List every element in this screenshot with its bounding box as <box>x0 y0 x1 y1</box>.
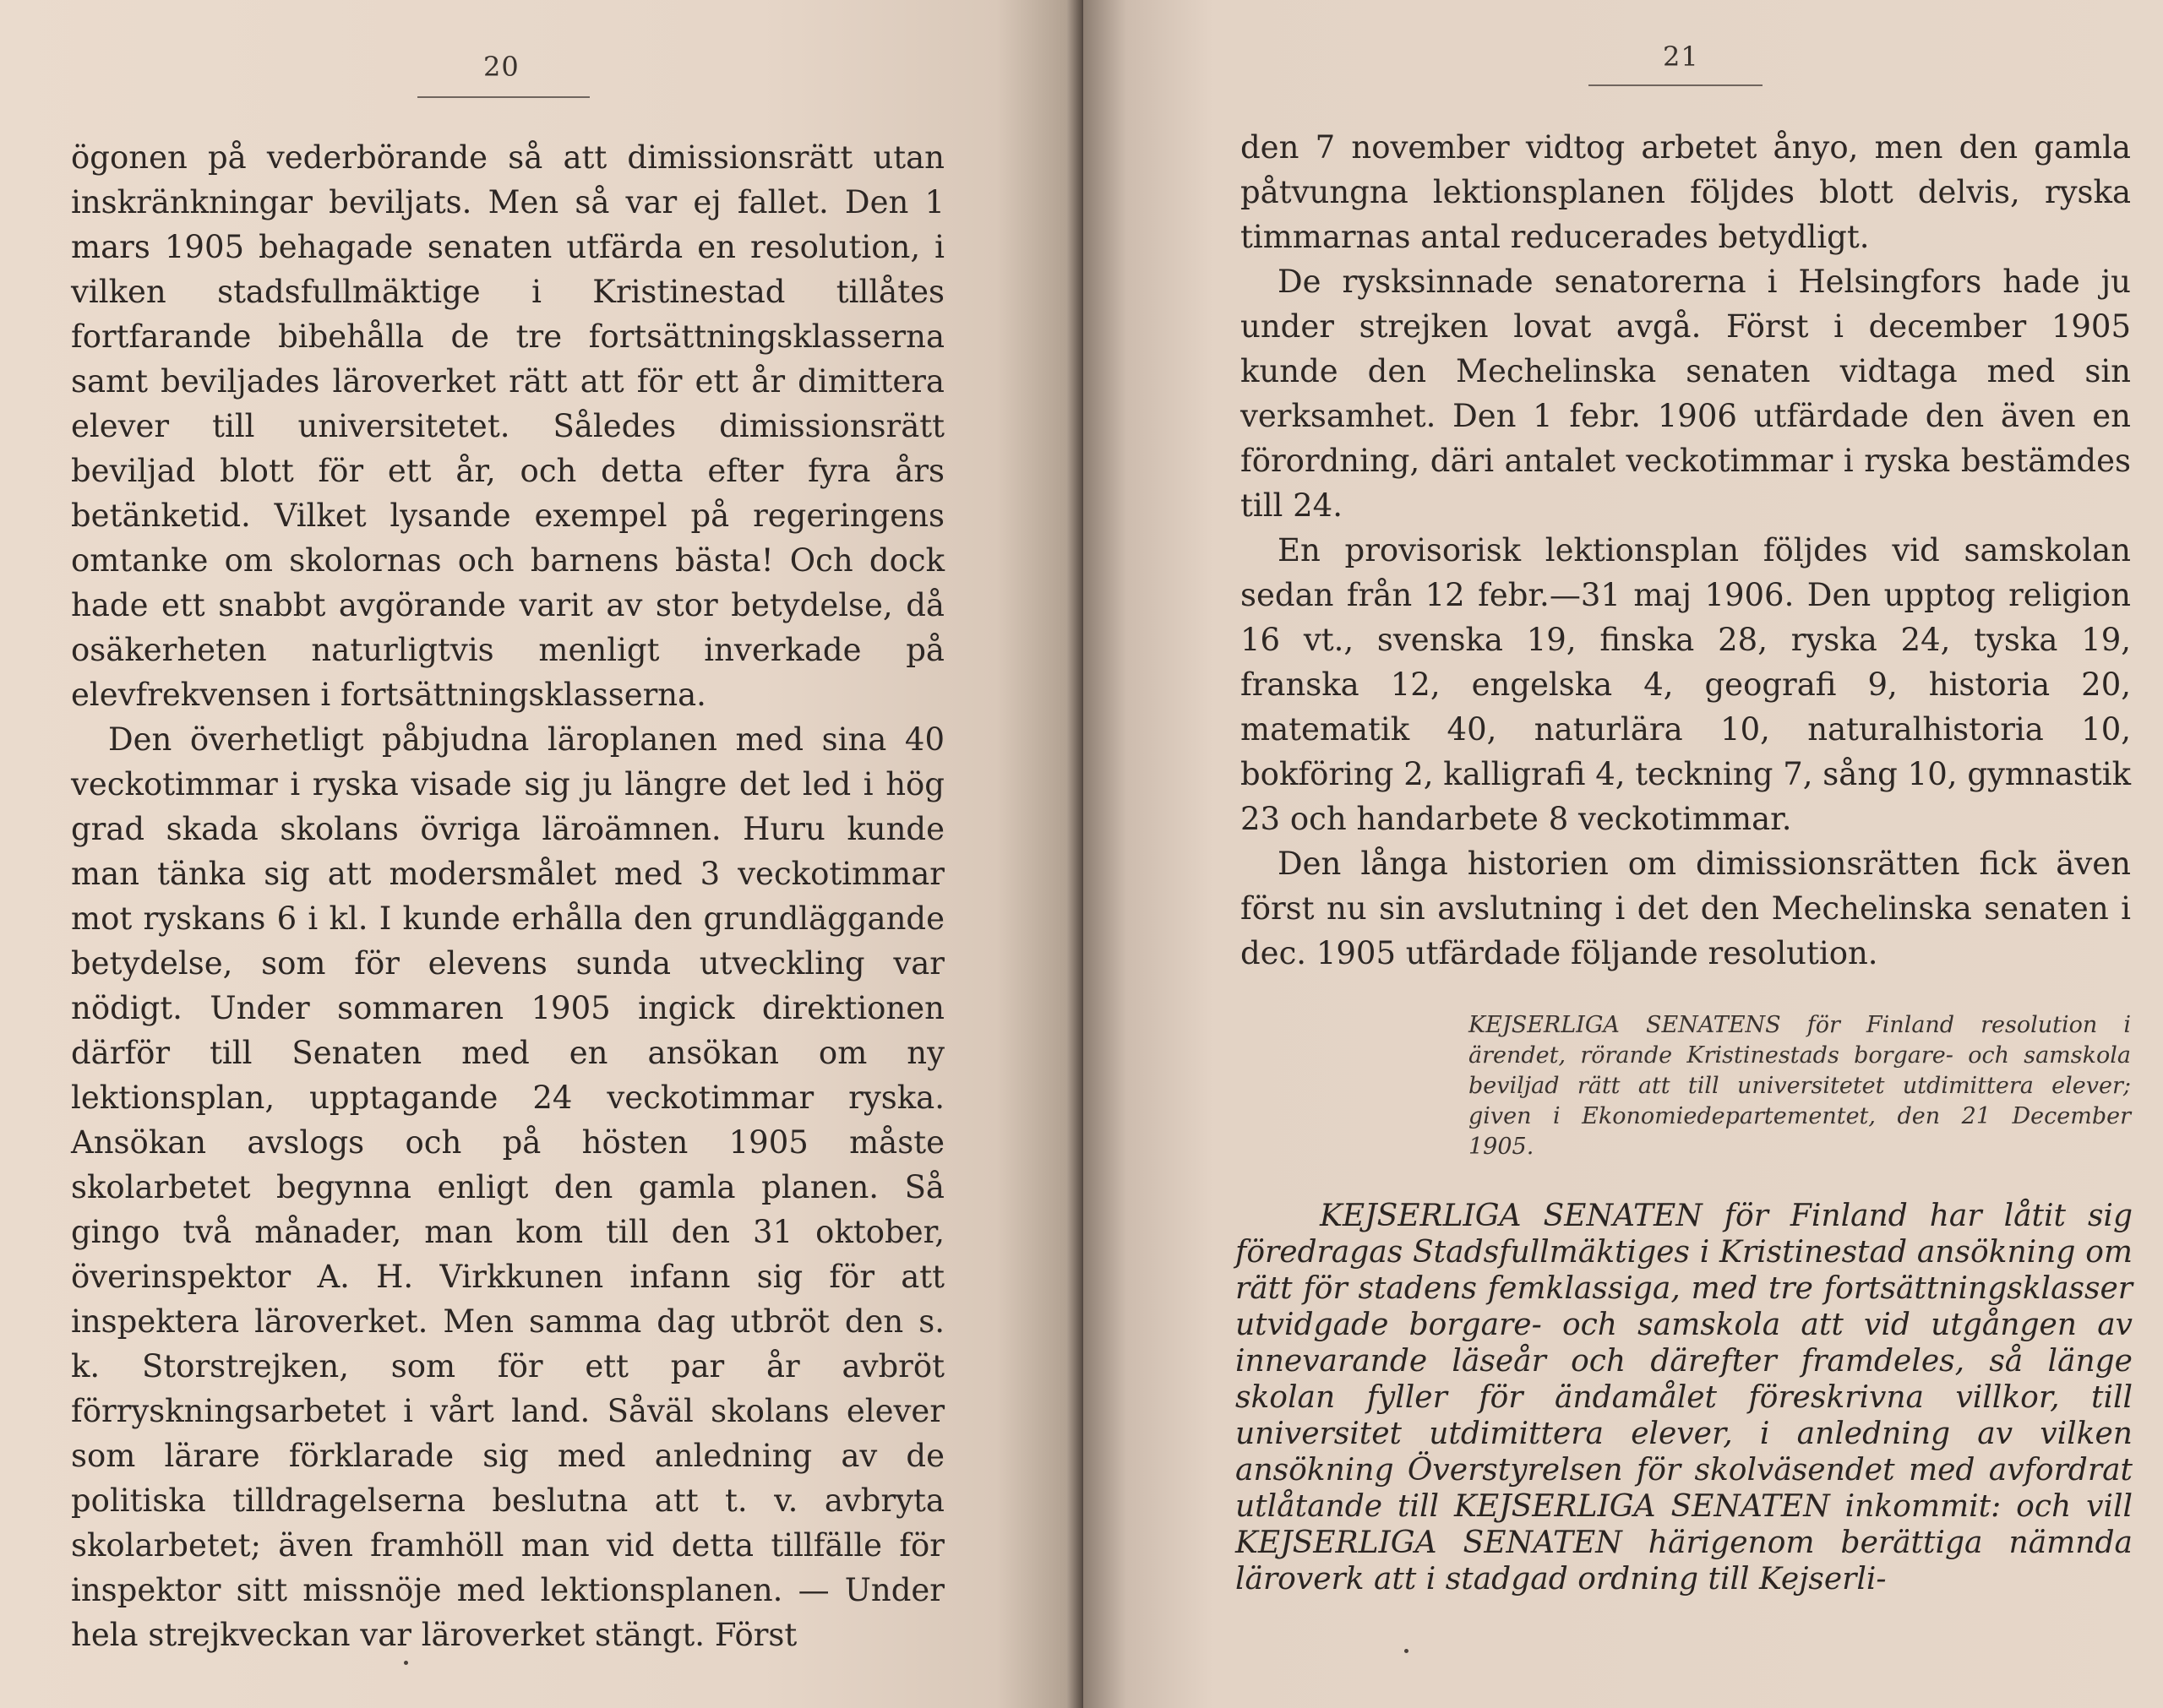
paragraph: En provisorisk lektionsplan följdes vid samskolan sedan från 12 febr.—31 maj 1906. Den upptog religion 16 vt., svenska 19, finska 28, ryska 24, tyska 19, franska 12, engelska 4, geografi 9, historia 20, matematik 40, naturlära 10, naturalhistoria 10, bokföring 2, kalligrafi 4, teckning 7, sång 10, gymnastik 23 och handarbete 8 veckotimmar. <box>1240 532 2131 837</box>
page-number-left: 20 <box>483 51 520 83</box>
paragraph: Den överhetligt påbjudna läroplanen med sina 40 veckotimmar i ryska visade sig ju längre det led i hög grad skada skolans övriga läroämnen. Huru kunde man tänka sig att modersmålet med 3 veckotimmar mot ryskans 6 i kl. I kunde erhålla den grundläggande betydelse, som för elevens sunda utveckling var nödigt. Under sommaren 1905 ingick direktionen därför till Senaten med en ansökan om ny lektionsplan, upptagande 24 veckotimmar ryska. Ansökan avslogs och på hösten 1905 måste skolarbetet begynna enligt den gamla planen. Så gingo två månader, man kom till den 31 oktober, överinspektor A. H. Virkkunen infann sig för att inspektera läroverket. Men samma dag utbröt den s. k. Storstrejken, som för ett par år avbröt förryskningsarbetet i vårt land. Såväl skolans elever som lärare förklarade sig med anledning av de politiska tilldragelserna beslutna att t. v. avbryta skolarbetet; även framhöll man vid detta tillfälle för inspektor sitt missnöje med lektionsplanen. — Under hela strejkveckan var läroverket stängt. Först <box>71 721 945 1653</box>
resolution-body: KEJSERLIGA SENATEN för Finland har låtit sig föredragas Stadsfullmäktiges i Kristinestad ansökning om rätt för stadens femklassiga, med tre fortsättningsklasser utvidgade borgare- och samskola att vid utgången av innevarande läseår och därefter framdeles, så länge skolan fyller för ändamålet föreskrivna villkor, till universitet utdimittera elever, i anledning av vilken ansökning Överstyrelsen för skolväsendet med avfordrat utlåtande till KEJSERLIGA SENATEN inkommit: och vill KEJSERLIGA SENATEN härigenom berättiga nämnda läroverk att i stadgad ordning till Kejserli- <box>1235 1199 2133 1596</box>
resolution-text <box>1235 1198 2133 1597</box>
paragraph: ögonen på vederbörande så att dimissionsrätt utan inskränkningar beviljats. Men så var ej fallet. Den 1 mars 1905 behagade senaten utfärda en resolution, i vilken stadsfullmäktige i Kristinestad tillåtes fortfarande bibehålla de tre fortsättningsklasserna samt beviljades läroverket rätt att för ett år dimittera elever till universitetet. Således dimissionsrätt beviljad blott för ett år, och detta efter fyra års betänketid. Vilket lysande exempel på regeringens omtanke om skolornas och barnens bästa! Och dock hade ett snabbt avgörande varit av stor betydelse, då osäkerheten naturligtvis menligt inverkade på elevfrekvensen i fortsättningsklasserna. <box>71 139 945 713</box>
paragraph: den 7 november vidtog arbetet ånyo, men den gamla påtvungna lektionsplanen följdes blott delvis, ryska timmarnas antal reducerades betydligt. <box>1240 129 2131 255</box>
ink-speck <box>1404 1649 1408 1653</box>
page-number-right: 21 <box>1663 41 1699 73</box>
left-page-body <box>71 135 945 1657</box>
right-page <box>1083 0 2163 1708</box>
paragraph: De rysksinnade senatorerna i Helsingfors hade ju under strejken lovat avgå. Först i december 1905 kunde den Mechelinska senaten vidtaga med sin verksamhet. Den 1 febr. 1906 utfärdade den även en förordning, däri antalet veckotimmar i ryska bestämdes till 24. <box>1240 264 2131 524</box>
header-rule-left <box>417 96 590 98</box>
ink-speck <box>404 1661 408 1665</box>
paragraph: Den långa historien om dimissionsrätten fick även först nu sin avslutning i det den Mechelinska senaten i dec. 1905 utfärdade följande resolution. <box>1240 846 2131 971</box>
right-page-body <box>1240 125 2131 976</box>
resolution-caption: KEJSERLIGA SENATENS för Finland resolution i ärendet, rörande Kristinestads borgare- och samskola beviljad rätt att till universitetet utdimittera elever; given i Ekonomiedepartementet, den 21 December 1905. <box>1468 1012 2131 1160</box>
header-rule-right <box>1588 84 1763 86</box>
